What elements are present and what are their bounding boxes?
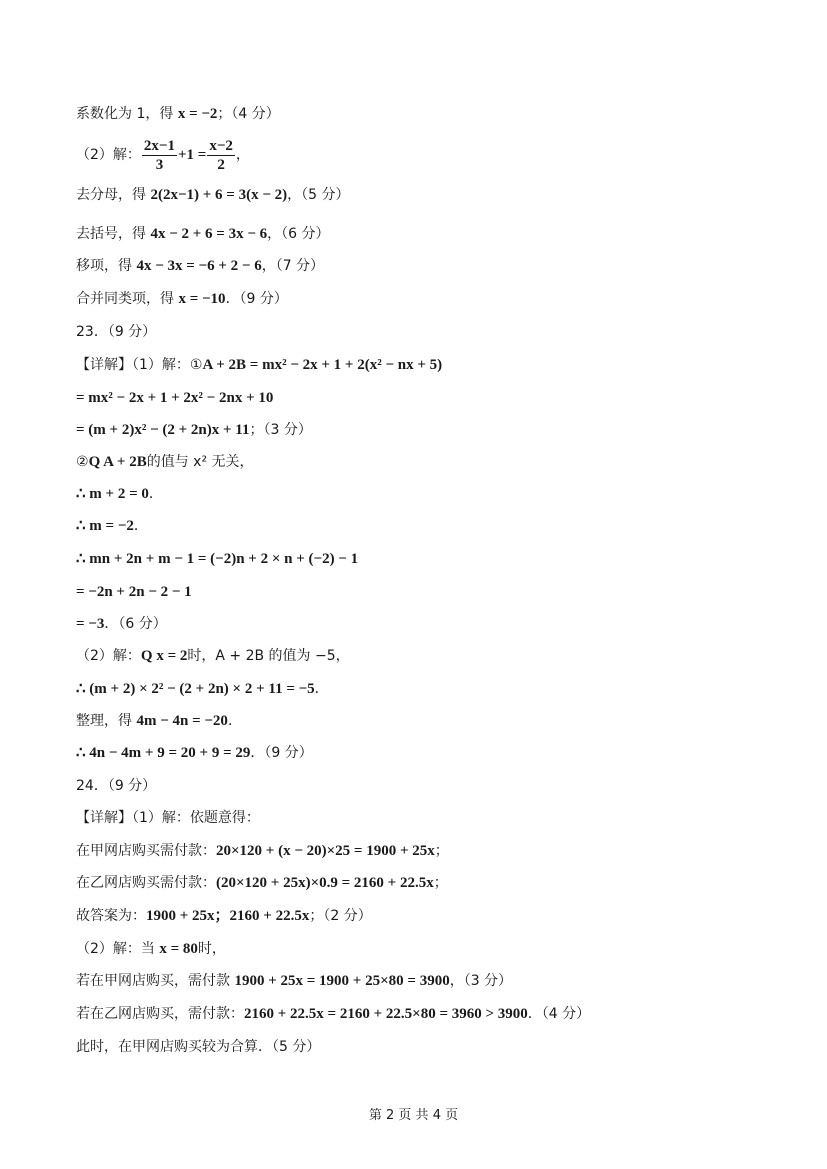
equation: A + 2B = mx² − 2x + 1 + 2(x² − nx + 5) <box>202 357 443 373</box>
line-text: 故答案为： <box>76 908 146 924</box>
line-text: 【详解】（1）解：① <box>76 357 203 373</box>
line-text: 整理，得 <box>76 713 137 729</box>
score-note: ；（2 分） <box>309 908 372 924</box>
equation: 1900 + 25x = 1900 + 25×80 = 3900 <box>234 973 450 989</box>
denominator: 3 <box>155 156 164 173</box>
step-line <box>76 224 330 244</box>
step-line <box>76 388 273 408</box>
equation: = (m + 2)x² − (2 + 2n)x + 11 <box>76 422 250 438</box>
step-line <box>76 452 254 472</box>
equation: ∴ (m + 2) × 2² − (2 + 2n) × 2 + 11 = −5 <box>76 681 315 697</box>
score-note: ，（7 分） <box>261 258 325 274</box>
line-text: ② <box>76 454 89 470</box>
score-note: ，（6 分） <box>267 226 330 242</box>
step-line <box>76 646 350 666</box>
score-note: ；（4 分） <box>217 106 280 122</box>
equation: x = 80 <box>159 941 198 957</box>
line-text: 去分母，得 <box>76 187 151 203</box>
equation: 4x − 2 + 6 = 3x − 6 <box>150 226 268 242</box>
step-line <box>76 906 372 926</box>
line-text: 若在甲网店购买，需付款 <box>76 973 235 989</box>
fraction-equation-line <box>76 136 250 174</box>
step-line <box>76 104 280 124</box>
score-note: ．（4 分） <box>527 1006 591 1022</box>
line-text: 在乙网店购买需付款： <box>76 875 216 891</box>
score-note: 时， <box>197 941 226 957</box>
score-note: ，（5 分） <box>287 187 350 203</box>
score-note: ． <box>314 681 329 697</box>
equation: 4m − 4n = −20 <box>136 713 228 729</box>
equation: ∴ m + 2 = 0 <box>76 486 149 502</box>
step-line <box>76 679 329 699</box>
score-note: ； <box>433 875 448 891</box>
step-line <box>76 289 288 309</box>
equation: Q A + 2B <box>88 454 147 470</box>
equation: 2160 + 22.5x = 2160 + 22.5×80 = 3960 > 3900 <box>244 1006 528 1022</box>
step-line <box>76 1037 320 1057</box>
page-footer: 第 2 页 共 4 页 <box>368 1108 459 1123</box>
equation: ∴ 4n − 4m + 9 = 20 + 9 = 29 <box>76 745 251 761</box>
question-heading <box>76 776 156 796</box>
equation: 2(2x−1) + 6 = 3(x − 2) <box>150 187 288 203</box>
equation: x = −10 <box>178 291 226 307</box>
fraction <box>142 137 177 174</box>
question-heading <box>76 322 156 342</box>
step-line <box>76 549 358 569</box>
equation: = −2n + 2n − 2 − 1 <box>76 584 192 600</box>
score-note: ．（9 分） <box>250 745 313 761</box>
step-line <box>76 484 163 504</box>
line-text: （2）解：当 <box>76 941 160 957</box>
step-line <box>76 614 167 634</box>
equation: 4x − 3x = −6 + 2 − 6 <box>136 258 262 274</box>
score-note: ．（9 分） <box>225 291 288 307</box>
step-line <box>76 516 148 536</box>
step-line <box>76 711 242 731</box>
equation: ∴ m = −2 <box>76 518 134 534</box>
step-line <box>76 743 313 763</box>
score-note: 的值与 x² 无关， <box>146 454 254 470</box>
equation: x = −2 <box>177 106 218 122</box>
line-text: ， <box>235 147 250 163</box>
fraction <box>207 137 235 174</box>
line-text: 合并同类项，得 <box>76 291 179 307</box>
step-line <box>76 808 260 828</box>
step-line <box>76 185 349 205</box>
line-text: 24．（9 分） <box>76 778 157 794</box>
line-text: 系数化为 1，得 <box>76 106 178 122</box>
step-line <box>76 355 442 375</box>
equation: = mx² − 2x + 1 + 2x² − 2nx + 10 <box>76 390 274 406</box>
step-line <box>76 256 324 276</box>
line-text: （2）解： <box>76 147 141 163</box>
line-text: 在甲网店购买需付款： <box>76 843 216 859</box>
score-note: ； <box>434 843 449 859</box>
step-line <box>76 971 512 991</box>
line-text: 移项，得 <box>76 258 137 274</box>
line-text: （2）解： <box>76 648 141 664</box>
score-note: ；（3 分） <box>249 422 312 438</box>
score-note: ． <box>227 713 242 729</box>
numerator: x−2 <box>209 137 233 154</box>
line-text: 若在乙网店购买，需付款： <box>76 1006 244 1022</box>
equation: (20×120 + 25x)×0.9 = 2160 + 22.5x <box>216 875 434 891</box>
score-note: ，（3 分） <box>449 973 513 989</box>
step-line <box>76 420 312 440</box>
score-note: ． <box>133 518 148 534</box>
step-line <box>76 1004 590 1024</box>
equation: = −3 <box>76 616 105 632</box>
equation: Q x = 2 <box>140 648 188 664</box>
step-line <box>76 873 448 893</box>
line-text: 【详解】（1）解：依题意得： <box>76 810 260 826</box>
equation: +1 = <box>177 147 207 163</box>
score-note: ． <box>148 486 163 502</box>
line-text: 去括号，得 <box>76 226 151 242</box>
step-line <box>76 841 449 861</box>
score-note: ．（6 分） <box>104 616 167 632</box>
line-text: 此时，在甲网店购买较为合算．（5 分） <box>76 1039 321 1055</box>
equation: ∴ mn + 2n + m − 1 = (−2)n + 2 × n + (−2) − 1 <box>76 551 359 567</box>
equation: 1900 + 25x；2160 + 22.5x <box>146 908 310 924</box>
denominator: 2 <box>217 156 225 173</box>
score-note: 时，A + 2B 的值为 −5， <box>187 648 350 664</box>
step-line <box>76 582 192 602</box>
numerator: 2x−1 <box>143 137 175 154</box>
equation: 20×120 + (x − 20)×25 = 1900 + 25x <box>216 843 435 859</box>
line-text: 23．（9 分） <box>76 324 157 340</box>
step-line <box>76 939 226 959</box>
